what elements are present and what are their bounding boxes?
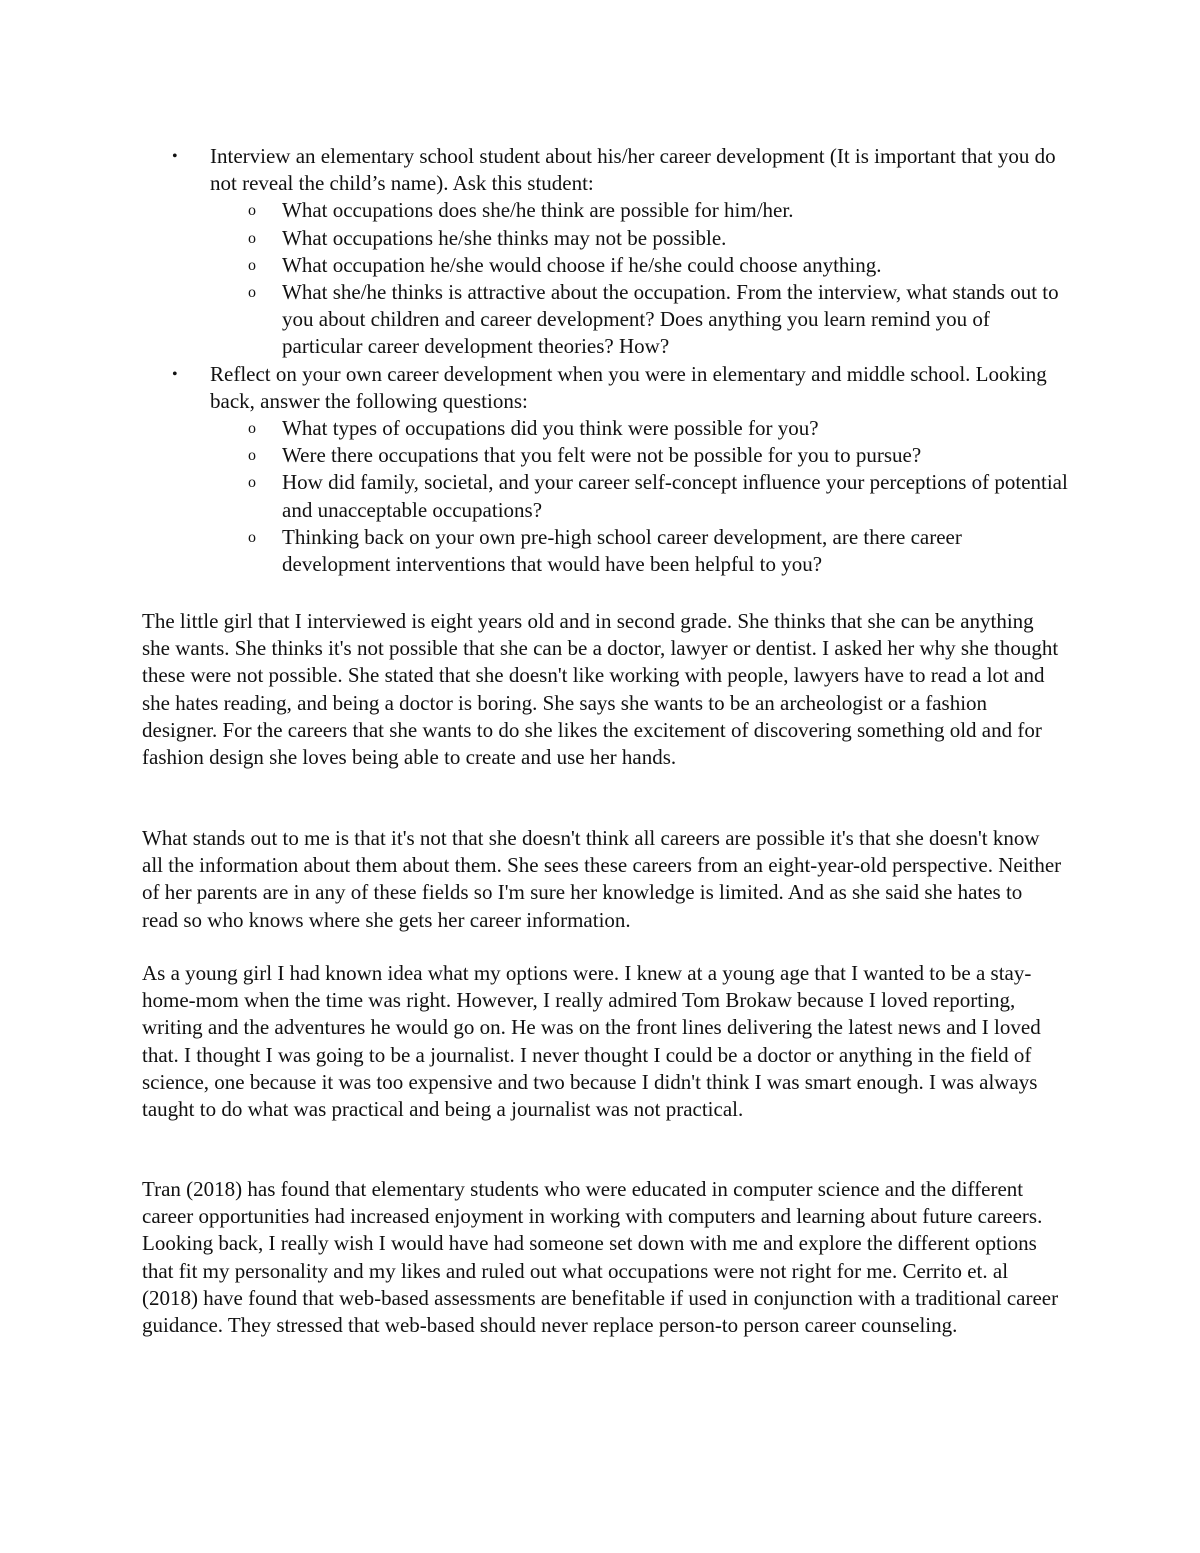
bullet-item-reflect <box>172 361 1070 579</box>
sub-bullet-icon: o <box>248 229 256 247</box>
sub-bullet-icon: o <box>248 528 256 546</box>
sub-bullet-icon: o <box>248 447 256 465</box>
sub-bullet-item <box>248 442 1070 469</box>
sub-bullet-item <box>248 524 1070 578</box>
assignment-bullet-list <box>172 143 1070 578</box>
sub-bullet-text: Thinking back on your own pre-high school career development, are there career development interventions that would have been helpful to you? <box>282 524 962 577</box>
sub-bullet-list <box>210 197 1070 360</box>
sub-bullet-text: What occupations he/she thinks may not be possible. <box>282 225 727 250</box>
bullet-text: Interview an elementary school student about his/her career development (It is important that you do not reveal the child’s name). Ask this student: <box>210 144 1056 196</box>
sub-bullet-icon: o <box>248 284 256 302</box>
sub-bullet-icon: o <box>248 474 256 492</box>
body-paragraph-observations: What stands out to me is that it's not that she doesn't think all careers are possible it's that she doesn't know all the information about them about them. She sees these careers from an eight-year-old perspective. Neither of her parents are in any of these fields so I'm sure her knowledge is limited. And as she said she hates to read so who knows where she gets her career information. <box>142 826 1062 932</box>
sub-bullet-icon: o <box>248 202 256 220</box>
bullet-item-interview <box>172 143 1070 361</box>
sub-bullet-item <box>248 252 1070 279</box>
sub-bullet-list <box>210 415 1070 578</box>
body-paragraph-research: Tran (2018) has found that elementary students who were educated in computer science and the different career opportunities had increased enjoyment in working with computers and learning about future careers. Looking back, I really wish I would have had someone set down with me and explore the different options that fit my personality and my likes and ruled out what occupations were not right for me. Cerrito et. al (2018) have found that web-based assessments are benefitable if used in conjunction with a traditional career guidance. They stressed that web-based should never replace person-to person career counseling. <box>142 1177 1059 1338</box>
sub-bullet-icon: o <box>248 256 256 274</box>
sub-bullet-icon: o <box>248 420 256 438</box>
sub-bullet-item <box>248 415 1070 442</box>
sub-bullet-item <box>248 197 1070 224</box>
sub-bullet-text: What occupations does she/he think are possible for him/her. <box>282 198 794 223</box>
sub-bullet-text: What occupation he/she would choose if he/she could choose anything. <box>282 252 882 277</box>
sub-bullet-item <box>248 225 1070 252</box>
sub-bullet-text: What types of occupations did you think were possible for you? <box>282 416 819 441</box>
body-paragraph-reflection: As a young girl I had known idea what my options were. I knew at a young age that I wanted to be a stay-home-mom when the time was right. However, I really admired Tom Brokaw because I loved reporting, writing and the adventures he would go on. He was on the front lines delivering the latest news and I loved that. I thought I was going to be a journalist. I never thought I could be a doctor or anything in the field of science, one because it was too expensive and two because I didn't think I was smart enough. I was always taught to do what was practical and being a journalist was not practical. <box>142 961 1041 1122</box>
sub-bullet-item <box>248 469 1070 523</box>
body-paragraph-interview: The little girl that I interviewed is eight years old and in second grade. She thinks that she can be anything she wants. She thinks it's not possible that she can be a doctor, lawyer or dentist. I asked her why she thought these were not possible. She stated that she doesn't like working with people, lawyers have to read a lot and she hates reading, and being a doctor is boring. She says she wants to be an archeologist or a fashion designer. For the careers that she wants to do she likes the excitement of discovering something old and for fashion design she loves being able to create and use her hands. <box>142 609 1059 770</box>
bullet-icon: • <box>172 148 178 165</box>
sub-bullet-item <box>248 279 1070 361</box>
sub-bullet-text: What she/he thinks is attractive about the occupation. From the interview, what stands out to you about children and career development? Does anything you learn remind you of particular career development theories? How? <box>282 280 1059 359</box>
bullet-text: Reflect on your own career development when you were in elementary and middle school. Looking back, answer the following questions: <box>210 361 1047 413</box>
bullet-icon: • <box>172 365 178 383</box>
sub-bullet-text: Were there occupations that you felt were not be possible for you to pursue? <box>282 443 922 468</box>
sub-bullet-text: How did family, societal, and your career self-concept influence your perceptions of potential and unacceptable occupations? <box>282 470 1068 522</box>
